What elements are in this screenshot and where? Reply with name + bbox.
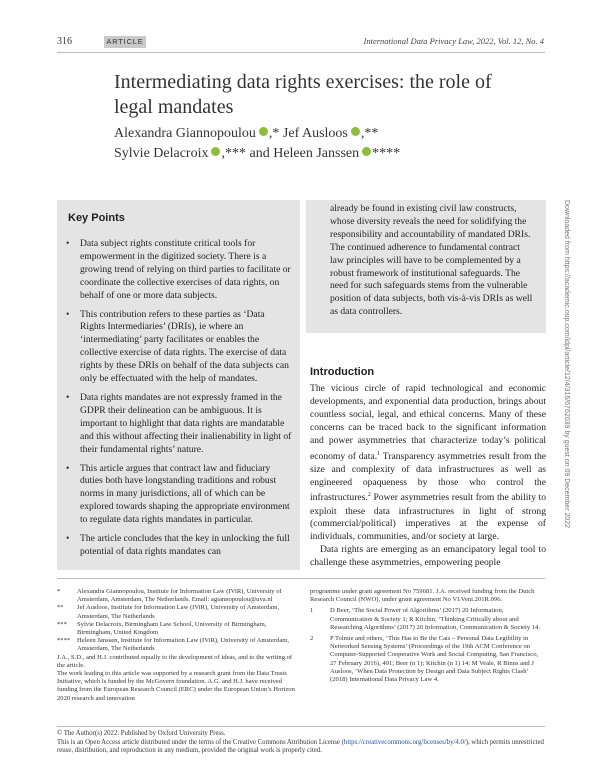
author-mark: ,** — [360, 126, 379, 141]
text-run: Power asymmetries result from the ability to exploit these data infrastructures in light of strong (commercial/political) imperatives at the expense of individuals, communities, and/or society at large. — [310, 492, 546, 543]
footnote-text: P Tolmie and others, ‘This Has to Be the Cats – Personal Data Legibility in Networked Sensing Systems’ (Proceedings of the 19th ACM Conference on Computer-Supported Cooperative Work and Social Computing, San Francisco, 27 February 2016), 491; Beer (n 1); Kitchin (n 1) 14; M Veale, R Binns and J Ausloos, ‘When Data Protection by Design and Data Subject Rights Clash’ (2018) International Data Privacy Law 4. — [330, 635, 539, 684]
key-points-list — [64, 238, 292, 565]
orcid-icon[interactable] — [351, 127, 360, 136]
footnote-ref[interactable]: 1 — [377, 450, 381, 457]
key-point-item: • The article concludes that the key in unlocking the full potential of data rights mandates can — [64, 533, 292, 559]
author-mark: **** — [372, 146, 401, 161]
orcid-icon[interactable] — [259, 127, 268, 136]
footnote-mark: **** — [57, 637, 71, 645]
author-name[interactable]: Jef Ausloos — [282, 126, 348, 141]
orcid-icon[interactable] — [362, 147, 371, 156]
footnote-mark: * — [57, 588, 61, 595]
key-point-item: • This article argues that contract law and fiduciary duties both have longstanding traditions and robust norms in many jurisdictions, all of which can be explored towards shaping the appropriate environment to regulate data rights mandates in particular. — [64, 463, 292, 528]
footnote-text: Alexandra Giannopoulou, Institute for Information Law (IViR), University of Amsterdam, Amsterdam, The Netherlands. Email: agiannopoulou@uva.nl — [77, 588, 282, 604]
key-point-item: • This contribution refers to these parties as ‘Data Rights Intermediaries’ (DRIs), ie where an ‘intermediating’ party facilitates or enables the collective exercise of data rights. The exercise of data rights by these DRIs on behalf of the data subjects can only be effectuated with the help of mandates. — [64, 309, 292, 386]
text-run: Transparency asymmetries result from the size and complexity of data infrastructures as well as engineered opaqueness by those who control the infrastructures. — [310, 450, 546, 504]
text-run: ), which permits unrestricted reuse, distribution, and reproduction in any medium, provided the original work is properly cited. — [57, 738, 544, 755]
journal-citation: International Data Privacy Law, 2022, Vol. 12, No. 4 — [363, 36, 544, 46]
footnotes-left — [57, 588, 295, 703]
affiliation-footnote — [57, 637, 295, 653]
author-name[interactable]: Heleen Janssen — [273, 146, 360, 161]
reference-footnote — [310, 607, 546, 632]
copyright-line: © The Author(s) 2022. Published by Oxford University Press. — [57, 730, 226, 737]
footnote-text: Heleen Janssen, Institute for Information Law (IViR), University of Amsterdam, Amsterdam, The Netherlands — [77, 637, 290, 653]
footnote-text: Jef Ausloos, Institute for Information Law (IViR), University of Amsterdam, Amsterdam, The Netherlands — [77, 604, 280, 620]
paragraph — [310, 383, 546, 544]
key-point-item: • Data rights mandates are not expressly framed in the GDPR their delineation can be ambiguous. It is important to highlight that data rights are mandatable and this without affecting their inalienability in light of their fundamental rights’ nature. — [64, 392, 292, 457]
copyright-divider — [57, 726, 545, 727]
reference-footnote — [310, 635, 546, 684]
contribution-note: J.A., S.D., and H.J. contributed equally to the development of ideas, and to the writing of the article. — [57, 653, 293, 669]
footnote-mark: 2 — [310, 635, 314, 643]
download-watermark: Downloaded from https://academic.oup.com/idpl/article/12/4/316/6762039 by guest on 09 December 2022 — [563, 200, 570, 529]
article-title: Intermediating data rights exercises: the role of legal mandates — [114, 71, 492, 118]
footnote-mark: 1 — [310, 607, 314, 615]
author-list — [114, 124, 534, 164]
key-point-item: • Data subject rights constitute critical tools for empowerment in the digitized society. There is a growing trend of relying on third parties to facilitate or coordinate the collective exercises of data rights, on behalf of one or more data subjects. — [64, 238, 292, 303]
affiliation-footnote — [57, 604, 295, 620]
funding-note-continued: programme under grant agreement No 759681. J.A. received funding from the Dutch Research Council (NWO), under grant agreement No VI.Veni.201R.096. — [310, 588, 535, 604]
introduction-heading: Introduction — [310, 366, 375, 378]
footnote-ref[interactable]: 2 — [367, 492, 371, 499]
header-divider — [57, 52, 545, 53]
text-run: This is an Open Access article distributed under the terms of the Creative Commons Attribution License ( — [57, 738, 344, 746]
text-run: The vicious circle of rapid technological and economic developments, and exponential data production, brings about countless social, legal, and ethical concerns. Many of these concerns can be traced back to the significant information and power asymmetries that characterize today’s political economy of data. — [310, 383, 546, 462]
license-link[interactable]: https://creativecommons.org/licenses/by/4.0/ — [343, 738, 466, 746]
key-point-continuation: already be found in existing civil law constructs, whose diversity reveals the need for solidifying the responsibility and accountability of mandated DRIs. The continued adherence to fundamental contract law principles will have to be complemented by a robust framework of institutional safeguards. The need for such safeguards stems from the vulnerable position of data subjects, both vis-à-vis DRIs as well as data controllers. — [330, 203, 533, 318]
author-mark: ,*** — [221, 146, 246, 161]
article-type-badge: ARTICLE — [104, 36, 146, 48]
author-name[interactable]: Sylvie Delacroix — [114, 146, 209, 161]
footnote-text: Sylvie Delacroix, Birmingham Law School, University of Birmingham, Birmingham, United Kingdom — [77, 620, 267, 637]
funding-note: The work leading to this article was supported by a research grant from the Data Trusts Initiative, which is funded by the McGovern foundation. A.G. and H.J. have received funding from the European Research Council (ERC) under the European Union’s Horizon 2020 research and innovation — [57, 670, 295, 702]
paragraph: Data rights are emerging as an emancipatory legal tool to challenge these asymmetries, empowering people — [310, 544, 546, 569]
affiliation-footnote — [57, 621, 295, 637]
footnote-divider — [57, 578, 545, 579]
orcid-icon[interactable] — [211, 147, 220, 156]
affiliation-footnote — [57, 588, 295, 604]
footnote-mark: ** — [57, 604, 64, 612]
introduction-body — [310, 383, 546, 570]
key-points-heading: Key Points — [68, 212, 125, 224]
footnote-text: D Beer, ‘The Social Power of Algorithms’ (2017) 20 Information, Communication & Society 1; R Kitchin, ‘Thinking Critically about and Researching Algorithms’ (2017) 20 Information, Communication & Society 14. — [330, 607, 541, 631]
footnote-mark: *** — [57, 620, 67, 628]
copyright-notice — [57, 730, 547, 756]
author-name[interactable]: Alexandra Giannopoulou — [114, 126, 256, 141]
page-number: 316 — [57, 36, 72, 47]
license-statement — [57, 739, 547, 756]
author-conjunction: and — [249, 146, 270, 161]
footnotes-right — [310, 588, 546, 684]
author-mark: ,* — [268, 126, 280, 141]
